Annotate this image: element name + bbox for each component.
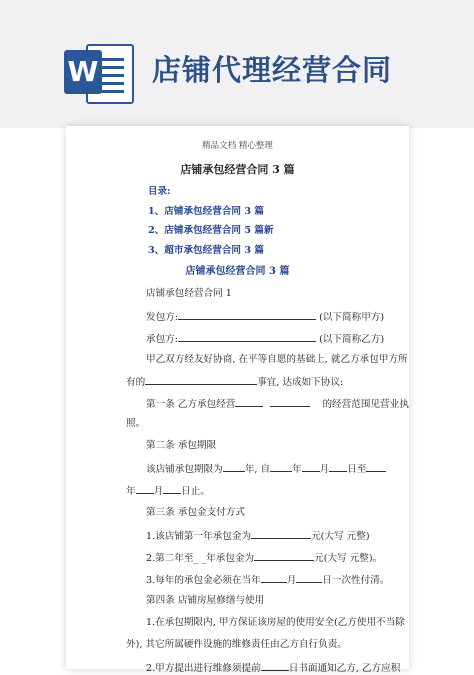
toc-item-3[interactable]: 3、超市承包经营合同 3 篇 (148, 245, 264, 256)
toc-label: 目录: (148, 186, 171, 197)
word-w-badge: W (64, 50, 102, 94)
toc-item-1[interactable]: 1、店铺承包经营合同 3 篇 (148, 206, 264, 217)
document-page (66, 126, 409, 674)
top-note: 精品文档 精心整理 (202, 141, 273, 151)
banner-header (0, 0, 474, 128)
article-1-cont: 照。 (126, 418, 146, 429)
party-a-label: 发包方: (146, 312, 179, 323)
article-3-item-1: 1.该店铺第一年承包金为 元(大写 元整) (146, 531, 370, 542)
paragraph-1-line-2: 有的 事宜, 达成如下协议: (126, 377, 344, 388)
article-2-line-1: 该店铺承包期限为 年, 自 年 月 日至 (146, 462, 386, 476)
party-b-suffix: (以下简称乙方) (319, 334, 385, 345)
article-3-item-2: 2.第二年至_ _年承包金为 元(大写 元整)。 (146, 553, 383, 564)
toc-item-2[interactable]: 2、店铺承包经营合同 5 篇新 (148, 225, 274, 236)
party-b-label: 承包方: (146, 334, 179, 345)
article-3-title: 第三条 承包金支付方式 (146, 507, 245, 518)
article-1: 第一条 乙方承包经营 的经营范围见营业执 (146, 399, 409, 410)
document-title: 店铺承包经营合同 3 篇 (180, 163, 295, 176)
banner-title: 店铺代理经营合同 (152, 53, 393, 87)
contract-name: 店铺承包经营合同 1 (146, 288, 232, 299)
article-3-item-3: 3.每年的承包金必须在当年 月 日一次性付清。 (146, 575, 390, 586)
section-title: 店铺承包经营合同 3 篇 (185, 266, 290, 277)
article-4-item-1-line-2: 外), 其它所属硬件设施的维修责任由乙方自行负责。 (126, 639, 347, 650)
article-2-title: 第二条 承包期限 (146, 440, 217, 451)
article-4-title: 第四条 店铺房屋修缮与使用 (146, 595, 265, 606)
paragraph-1-line-1: 甲乙双方经友好协商, 在平等自愿的基础上, 就乙方承包甲方所 (146, 354, 408, 365)
article-4-item-2: 2.甲方提出进行维修须提前 日书面通知乙方, 乙方应积 (146, 663, 401, 674)
word-document-icon (64, 40, 132, 104)
party-a-row (146, 310, 384, 324)
article-2-line-2: 年 月 日止。 (126, 486, 210, 497)
party-a-suffix: (以下简称甲方) (319, 312, 385, 323)
article-4-item-1-line-1: 1.在承包期限内, 甲方保证该房屋的使用安全(乙方使用不当除 (146, 617, 405, 628)
party-b-row (146, 332, 384, 346)
